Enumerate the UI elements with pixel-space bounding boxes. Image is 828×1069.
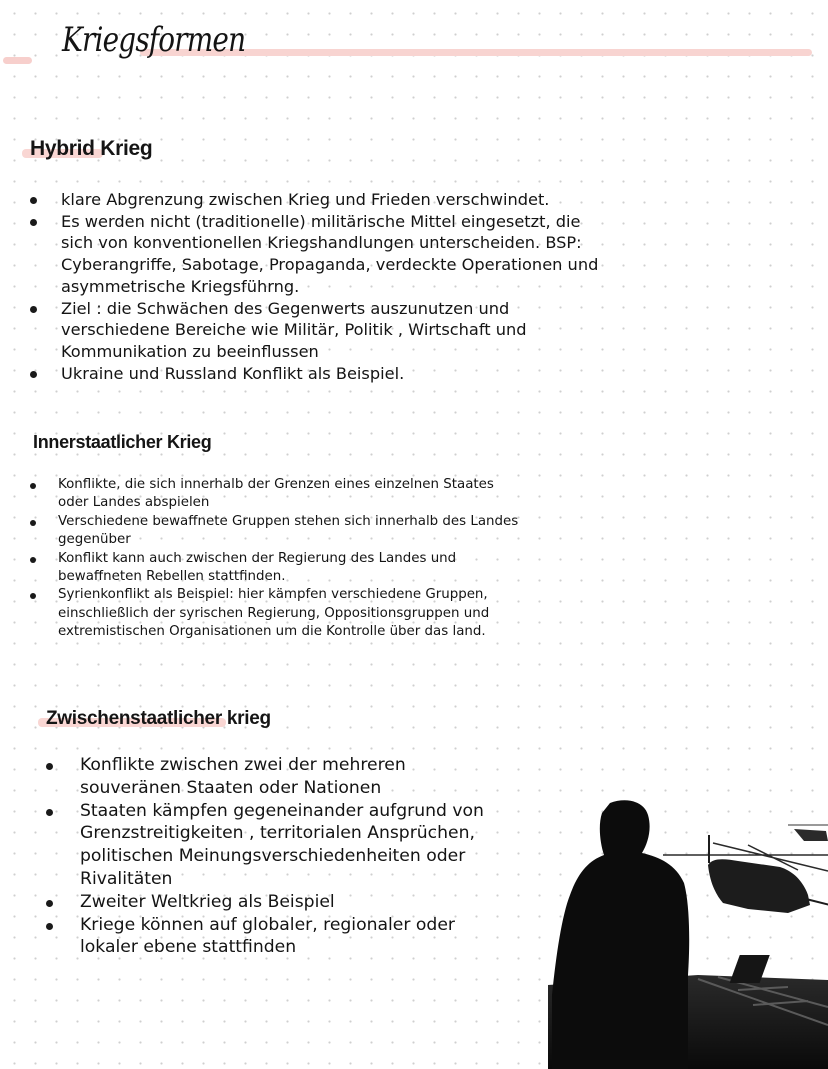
soldier-helicopter-silhouette-image bbox=[548, 795, 828, 1069]
title-accent-dash bbox=[3, 57, 32, 64]
bullet-text-line: Kriege können auf globaler, regionaler oder bbox=[80, 914, 455, 935]
bullet-text-line: Ukraine und Russland Konflikt als Beispiel. bbox=[61, 363, 405, 383]
bullet-dot-icon bbox=[46, 900, 53, 907]
bullet-item bbox=[46, 914, 484, 960]
bullet-dot-icon bbox=[30, 593, 36, 599]
bullet-text-line: Es werden nicht (traditionelle) militärische Mittel eingesetzt, die bbox=[61, 211, 581, 231]
bullet-item bbox=[30, 513, 518, 550]
bullet-text-line: sich von konventionellen Kriegshandlungen unterscheiden. BSP: bbox=[61, 233, 582, 253]
bullet-text-line: Kommunikation zu beeinflussen bbox=[61, 341, 319, 361]
bullet-dot-icon bbox=[30, 557, 36, 563]
bullet-text-line: gegenüber bbox=[58, 532, 131, 548]
bullet-dot-icon bbox=[30, 520, 36, 526]
bullet-text-line: souveränen Staaten oder Nationen bbox=[80, 777, 382, 798]
bullet-text-line: Ziel : die Schwächen des Gegenwerts auszunutzen und bbox=[61, 298, 510, 318]
bullet-item bbox=[30, 476, 518, 513]
bullet-text-line: extremistischen Organisationen um die Kontrolle über das land. bbox=[58, 624, 486, 640]
section-heading-zwischenstaatlicher-krieg: Zwischenstaatlicher krieg bbox=[46, 708, 271, 730]
bullet-text-line: Konflikte zwischen zwei der mehreren bbox=[80, 755, 406, 775]
bullet-item bbox=[30, 363, 598, 385]
bullet-item bbox=[30, 586, 518, 641]
bullet-dot-icon bbox=[46, 923, 53, 930]
bullet-dot-icon bbox=[30, 197, 37, 204]
bullet-list-innerstaatlicher-krieg bbox=[30, 476, 518, 642]
bullet-text-line: asymmetrische Kriegsführng. bbox=[61, 276, 300, 296]
bullet-list-zwischenstaatlicher-krieg bbox=[46, 754, 484, 959]
bullet-item bbox=[46, 754, 484, 800]
bullet-text-line: klare Abgrenzung zwischen Krieg und Frieden verschwindet. bbox=[61, 190, 550, 209]
bullet-item bbox=[46, 891, 484, 914]
bullet-dot-icon bbox=[30, 219, 37, 226]
bullet-text-line: Zweiter Weltkrieg als Beispiel bbox=[80, 891, 335, 912]
bullet-text-line: politischen Meinungsverschiedenheiten oder bbox=[80, 846, 466, 867]
soldier-silhouette bbox=[552, 800, 689, 1069]
bullet-text-line: Syrienkonflikt als Beispiel: hier kämpfen verschiedene Gruppen, bbox=[58, 587, 488, 603]
bullet-text-line: Konflikte, die sich innerhalb der Grenzen eines einzelnen Staates bbox=[58, 477, 494, 492]
bullet-dot-icon bbox=[30, 306, 37, 313]
bullet-item bbox=[30, 189, 598, 211]
bullet-text-line: einschließlich der syrischen Regierung, Oppositionsgruppen und bbox=[58, 605, 490, 621]
helicopter-small bbox=[788, 825, 828, 841]
bullet-text-line: lokaler ebene stattfinden bbox=[80, 937, 297, 958]
bullet-item bbox=[30, 550, 518, 587]
bullet-item bbox=[30, 211, 598, 298]
bullet-text-line: Verschiedene bewaffnete Gruppen stehen sich innerhalb des Landes bbox=[58, 513, 519, 529]
bullet-text-line: bewaffneten Rebellen stattfinden. bbox=[58, 569, 286, 585]
bullet-item bbox=[30, 298, 598, 363]
bullet-text-line: Staaten kämpfen gegeneinander aufgrund von bbox=[80, 800, 484, 821]
bullet-text-line: oder Landes abspielen bbox=[58, 495, 210, 511]
page-title: Kriegsformen bbox=[62, 20, 246, 60]
bullet-dot-icon bbox=[30, 371, 37, 378]
bullet-dot-icon bbox=[46, 763, 53, 770]
bullet-item bbox=[46, 800, 484, 891]
section-heading-innerstaatlicher-krieg: Innerstaatlicher Krieg bbox=[33, 432, 212, 452]
helicopter-large bbox=[663, 835, 828, 913]
section-heading-hybrid-krieg: Hybrid Krieg bbox=[30, 137, 152, 161]
bullet-text-line: Grenzstreitigkeiten , territorialen Ansprüchen, bbox=[80, 823, 475, 844]
bullet-list-hybrid-krieg bbox=[30, 189, 598, 384]
bullet-dot-icon bbox=[46, 809, 53, 816]
bullet-text-line: Rivalitäten bbox=[80, 868, 173, 889]
bullet-text-line: Konflikt kann auch zwischen der Regierung des Landes und bbox=[58, 550, 457, 566]
bullet-text-line: Cyberangriffe, Sabotage, Propaganda, verdeckte Operationen und bbox=[61, 255, 599, 275]
bullet-dot-icon bbox=[30, 483, 36, 489]
bullet-text-line: verschiedene Bereiche wie Militär, Politik , Wirtschaft und bbox=[61, 320, 527, 340]
